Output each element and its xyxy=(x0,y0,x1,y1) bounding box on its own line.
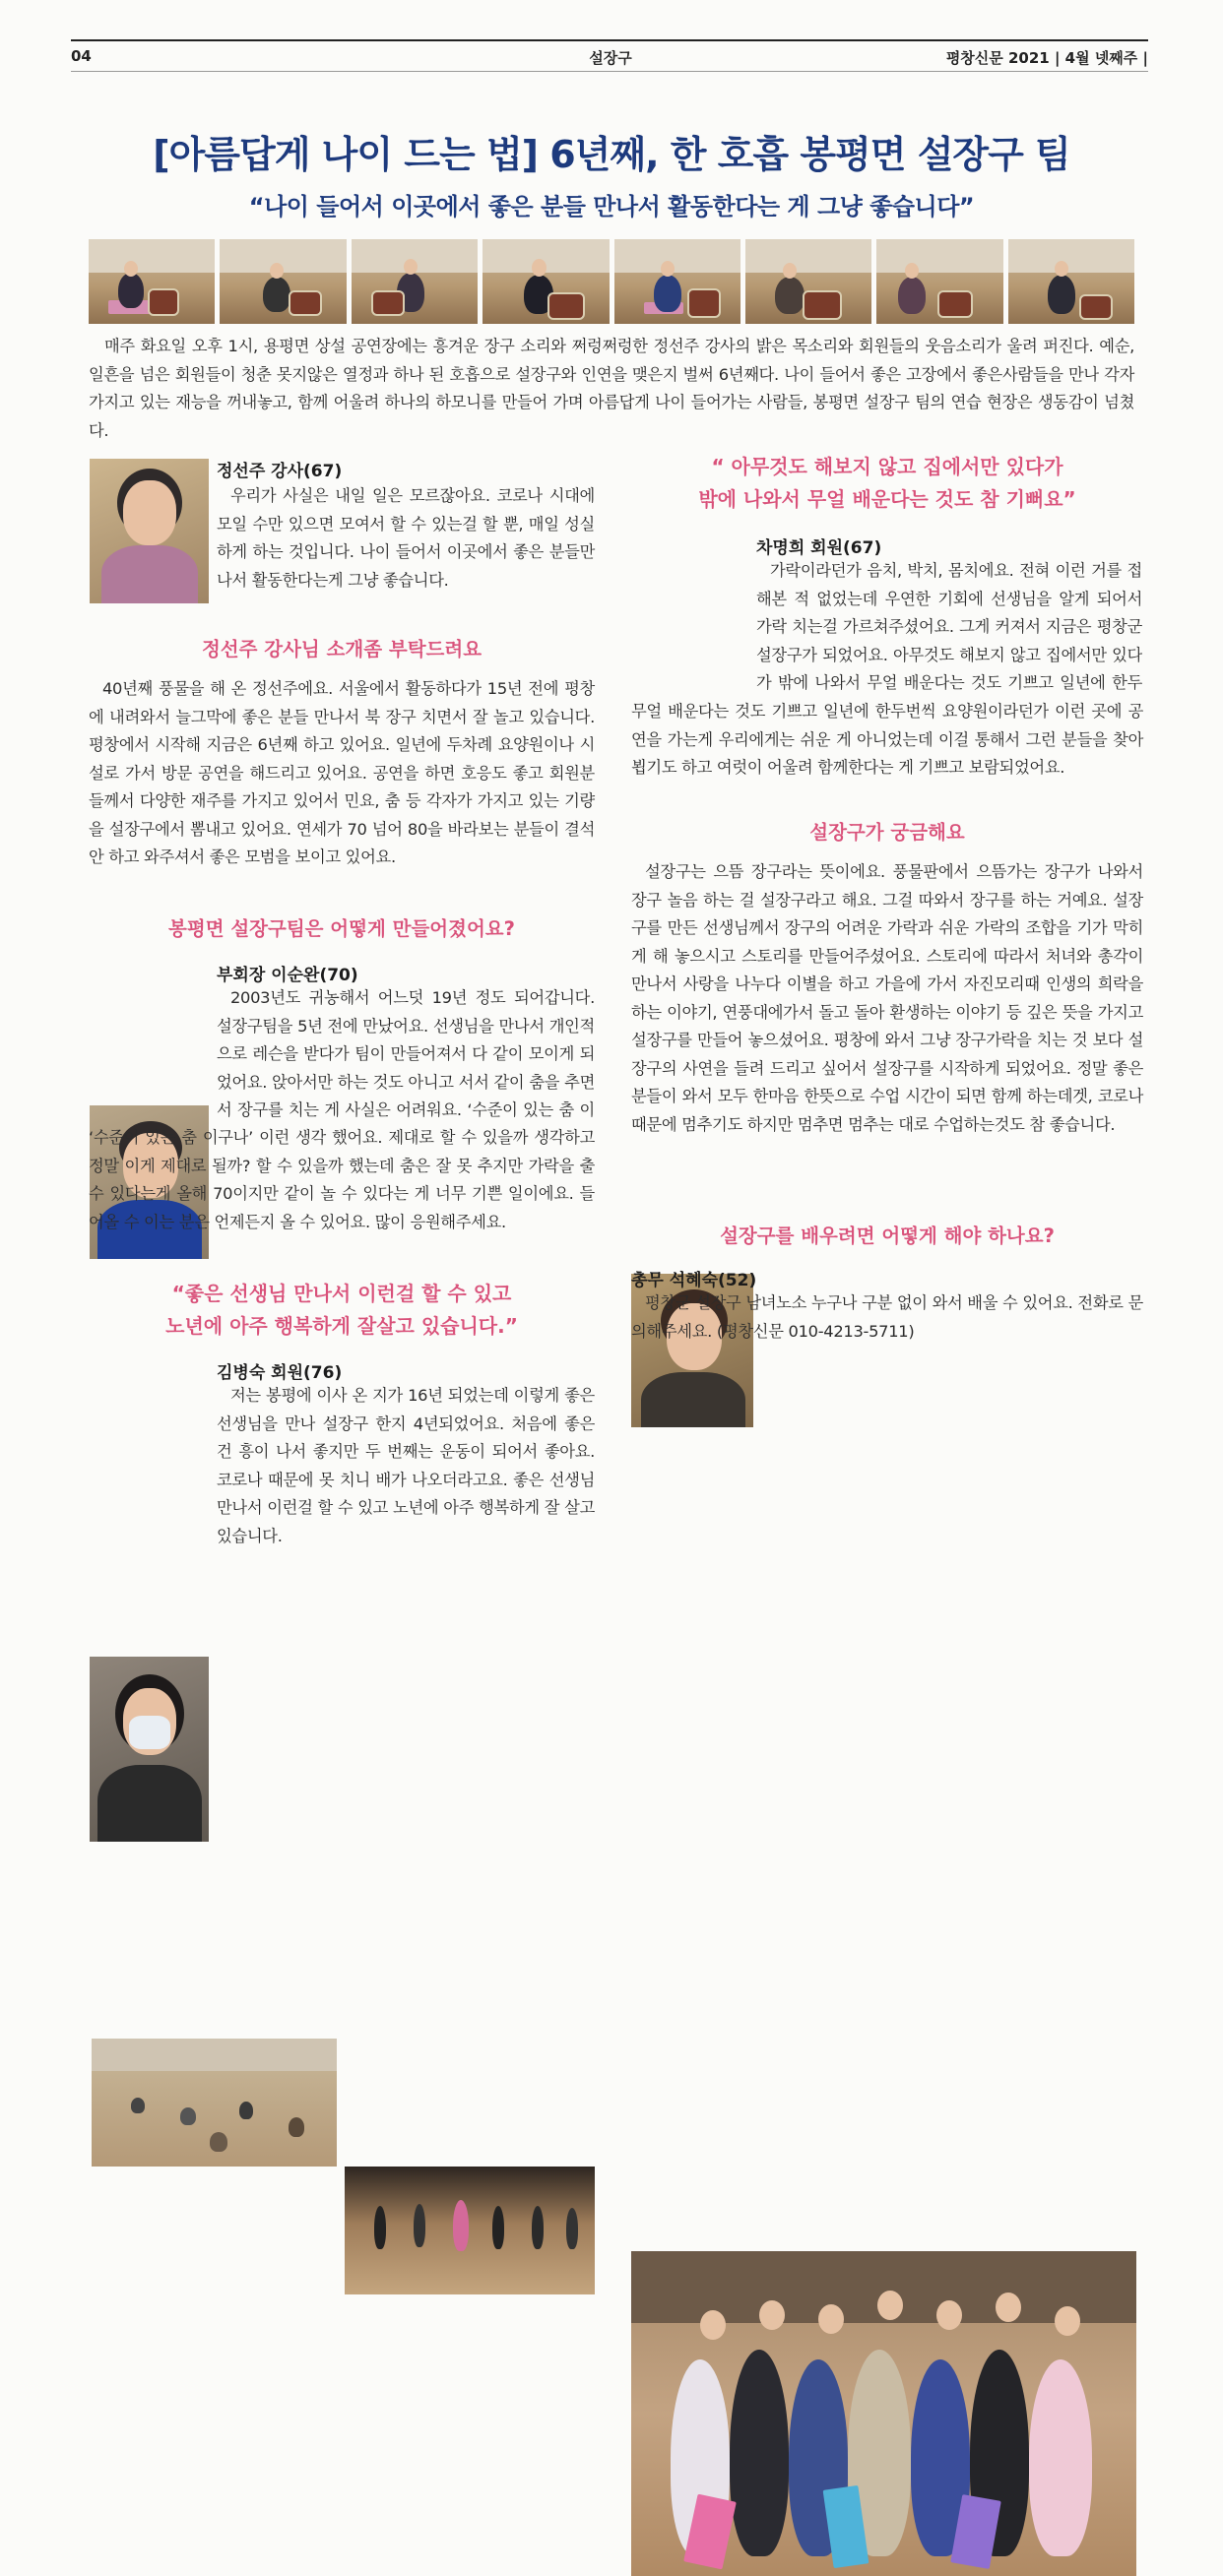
practice-photo xyxy=(483,239,609,324)
interviewee-quote: 우리가 사실은 내일 일은 모르잖아요. 코로나 시대에 모일 수만 있으면 모여서 할 수 있는걸 할 뿐, 매일 성실하게 하는 것입니다. 나이 들어서 이곳에서 좋은 분들만나서 활동한다는게 그냥 좋습니다. xyxy=(217,486,595,590)
interviewee-name: 김병숙 회원(76) xyxy=(217,1363,343,1383)
practice-photo xyxy=(220,239,346,324)
section-text: 설장구는 으뜸 장구라는 뜻이에요. 풍물판에서 으뜸가는 장구가 나와서 장구 놀음 하는 걸 설장구라고 해요. 그걸 따와서 장구를 하는 거예요. 설장구를 만든 선생님께서 장구의 어려운 가락과 쉬운 가락의 조합을 기가 막히게 해 놓으시고 스토리를 만들어주셨어요. 스토리에 따라서 처녀와 총각이 만나서 사랑을 나누다 이별을 하고 가을에 가서 자진모리때 인생의 희락을 하는 이야기, 연풍대에가서 돌고 돌아 환생하는 이야기 등 깊은 뜻을 가지고 설장구를 만들어 놓으셨어요. 평창에 와서 그냥 장구가락을 치는 것 보다 설장구의 사연을 들려 드리고 싶어서 설장구를 시작하게 되었어요. 정말 좋은 분들이 와서 모두 한마음 한뜻으로 수업 시간이 되면 함께 하는데겟, 코로나 때문에 멈추기도 하지만 멈추면 멈추는 대로 수업하는것도 참 좋습니다. xyxy=(631,862,1143,1134)
interviewee-quote: 가락이라던가 음치, 박치, 몸치에요. 전혀 이런 거를 접해본 적 없었는데 우연한 기회에 선생님을 알게 되어서 가락 치는걸 가르쳐주셨어요. 그게 커져서 지금은 평창군 설장구가 되었어요. 아무것도 해보지 않고 집에서만 있다가 밖에 나와서 무얼 배운다는 것도 기쁘고 일년에 한두 xyxy=(756,561,1142,692)
interviewee-quote-continued: ‘수준이 있는 춤 이구나’ 이런 생각 했어요. 제대로 할 수 있을까 생각하고 정말 이게 제대로 될까? 할 수 있을까 했는데 춤은 잘 못 추지만 가락을 출 수 있다는게 올해 70이지만 같이 놀 수 있다는 게 너무 기쁜 일이에요. 들어올 수 이는 분은 언제든지 올 수 있어요. 많이 응원해주세요. xyxy=(89,1128,595,1231)
practice-photo xyxy=(876,239,1002,324)
article-subtitle: “나이 들어서 이곳에서 좋은 분들 만나서 활동한다는 게 그냥 좋습니다” xyxy=(248,193,975,220)
pull-quote-line: 노년에 아주 행복하게 잘살고 있습니다.” xyxy=(165,1314,518,1338)
page-number: 04 xyxy=(71,47,92,65)
section-heading: 봉평면 설장구팀은 어떻게 만들어졌어요? xyxy=(168,917,515,940)
article-intro: 매주 화요일 오후 1시, 용평면 상설 공연장에는 흥겨운 장구 소리와 쩌렁쩌렁한 정선주 강사의 밝은 목소리와 회원들의 웃음소리가 울려 퍼진다. 예순, 일흔을 넘은 회원들이 청춘 못지않은 열정과 하나 된 호흡으로 설장구와 인연을 맺은지 벌써 6년째다. 나이 들어서 좋은 고장에서 좋은사람들을 만나 각자 가지고 있는 재능을 꺼내놓고, 함께 어울려 하나의 하모니를 만들어 가며 아름답게 나이 들어가는 사람들, 봉평면 설장구 팀의 연습 현장은 생동감이 넘쳤다. xyxy=(89,337,1134,440)
practice-photo xyxy=(745,239,871,324)
interviewee-quote: 평창군 설장구 남녀노소 누구나 구분 없이 와서 배울 수 있어요. 전화로 문의해주세요. (평창신문 010-4213-5711) xyxy=(631,1293,1143,1341)
pull-quote xyxy=(89,1278,595,1343)
interviewee-quote: 저는 봉평에 이사 온 지가 16년 되었는데 이렇게 좋은 선생님을 만나 설장구 한지 4년되었어요. 처음에 좋은 건 흥이 나서 좋지만 두 번째는 운동이 되어서 좋아요. 코로나 때문에 못 치니 배가 나오더라고요. 좋은 선생님 만나서 이런걸 할 수 있고 노년에 아주 행복하게 잘 살고 있습니다. xyxy=(217,1386,595,1545)
article-title: [아름답게 나이 드는 법] 6년째, 한 호흡 봉평면 설장구 팀 xyxy=(153,133,1070,176)
instructor-portrait xyxy=(90,459,209,603)
practice-photo xyxy=(1008,239,1134,324)
practice-photo xyxy=(352,239,478,324)
section-heading: 정선주 강사님 소개좀 부탁드려요 xyxy=(201,638,483,660)
top-rule xyxy=(71,39,1148,41)
team-group-photo xyxy=(631,2251,1136,2576)
interviewee-quote: 2003년도 귀농해서 어느덧 19년 정도 되어갑니다. 설장구팀을 5년 전에 만났어요. 선생님을 만나서 개인적으로 레슨을 받다가 팀이 만들어져서 다 같이 모이게 되었어요. 앉아서만 하는 것도 아니고 서서 같이 춤을 추면서 장구를 치는 게 사실은 어려워요. ‘수준이 있는 춤 이 xyxy=(217,988,595,1119)
gym-practice-photo xyxy=(92,2039,337,2167)
interviewee-quote-continued: 무얼 배운다는 것도 기쁘고 일년에 한두번씩 요양원이라던가 이런 곳에 공연을 가는게 우리에게는 쉬운 게 아니었는데 이걸 통해서 그런 분들을 찾아뵙기도 하고 여럿이 어울려 함께한다는 게 기쁘고 보람되었어요. xyxy=(631,702,1143,777)
photo-strip xyxy=(89,239,1134,324)
member-portrait xyxy=(90,1657,209,1842)
pull-quote-line: 밖에 나와서 무얼 배운다는 것도 참 기뻐요” xyxy=(698,487,1076,511)
section-heading: 설장구가 궁금해요 xyxy=(809,821,965,844)
section-label: 설장구 xyxy=(589,49,632,67)
pull-quote-line: “ 아무것도 해보지 않고 집에서만 있다가 xyxy=(711,455,1063,478)
dance-practice-photo xyxy=(345,2167,595,2294)
interviewee-name: 총무 석혜숙(52) xyxy=(631,1271,757,1290)
interviewee-name: 차명희 회원(67) xyxy=(756,538,882,558)
interviewee-name: 정선주 강사(67) xyxy=(217,462,343,481)
section-heading: 설장구를 배우려면 어떻게 해야 하나요? xyxy=(720,1225,1055,1247)
section-text: 40년째 풍물을 해 온 정선주에요. 서울에서 활동하다가 15년 전에 평창에 내려와서 늘그막에 좋은 분들 만나서 북 장구 치면서 잘 놀고 있습니다. 평창에서 시작해 지금은 6년째 하고 있어요. 일년에 두차례 요양원이나 시설로 가서 방문 공연을 해드리고 있어요. 공연을 하면 호응도 좋고 회원분들께서 다양한 재주를 가지고 있어서 민요, 춤 등 각자가 가지고 있는 기량을 설장구에서 뽐내고 있어요. 연세가 70 넘어 80을 바라보는 분들이 결석 안 하고 와주셔서 좋은 모범을 보이고 있어요. xyxy=(89,679,595,866)
publication-info: 평창신문 2021 | 4월 넷째주 | xyxy=(945,49,1148,67)
interviewee-name: 부회장 이순완(70) xyxy=(217,966,358,985)
practice-photo xyxy=(614,239,740,324)
pull-quote-line: “좋은 선생님 만나서 이런걸 할 수 있고 xyxy=(171,1282,512,1305)
pull-quote xyxy=(631,451,1143,516)
practice-photo xyxy=(89,239,215,324)
header-rule xyxy=(71,71,1148,72)
